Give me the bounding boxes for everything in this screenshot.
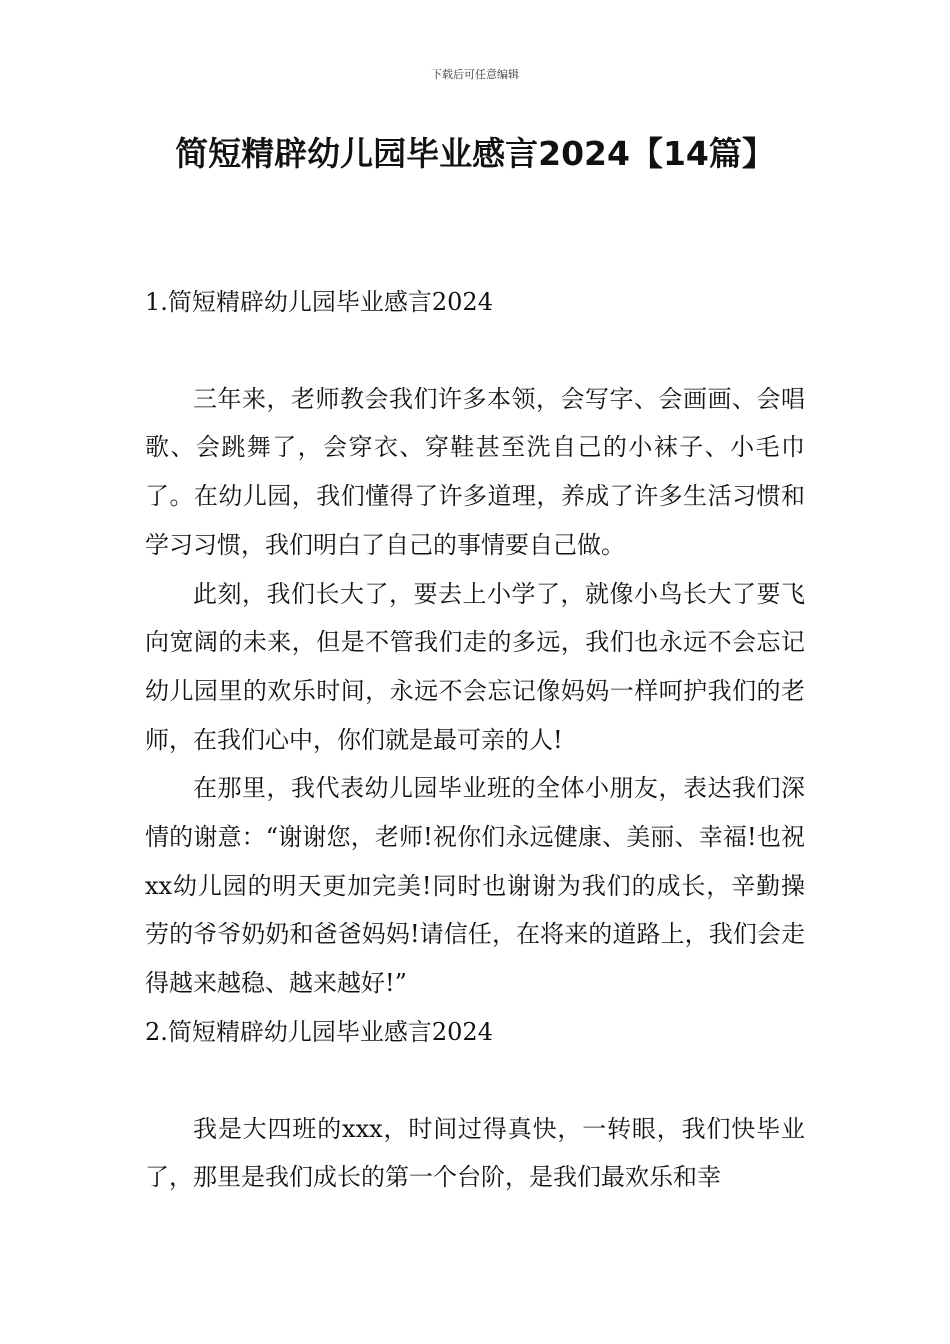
section-heading-2: 2.简短精辟幼儿园毕业感言2024 (145, 1017, 493, 1046)
document-body (145, 278, 805, 1202)
document-title: 简短精辟幼儿园毕业感言2024【14篇】 (175, 134, 775, 173)
header-note: 下载后可任意编辑 (431, 68, 519, 81)
blank-line (145, 1057, 805, 1105)
section-heading-1: 1.简短精辟幼儿园毕业感言2024 (145, 288, 493, 316)
paragraph: 在那里，我代表幼儿园毕业班的全体小朋友，表达我们深情的谢意：“谢谢您，老师!祝你们永远健康、美丽、幸福!也祝xx幼儿园的明天更加完美!同时也谢谢为我们的成长，辛勤操劳的爷爷奶奶和爸爸妈妈!请信任，在将来的道路上，我们会走得越来越稳、越来越好!” (145, 774, 805, 998)
paragraph: 我是大四班的xxx，时间过得真快，一转眼，我们快毕业了，那里是我们成长的第一个台阶，是我们最欢乐和幸 (145, 1114, 805, 1192)
blank-line (145, 327, 805, 375)
paragraph: 三年来，老师教会我们许多本领，会写字、会画画、会唱歌、会跳舞了，会穿衣、穿鞋甚至洗自己的小袜子、小毛巾了。在幼儿园，我们懂得了许多道理，养成了许多生活习惯和学习习惯，我们明白了自己的事情要自己做。 (145, 384, 805, 559)
paragraph: 此刻，我们长大了，要去上小学了，就像小鸟长大了要飞向宽阔的未来，但是不管我们走的多远，我们也永远不会忘记幼儿园里的欢乐时间，永远不会忘记像妈妈一样呵护我们的老师，在我们心中，你们就是最可亲的人! (145, 579, 805, 754)
